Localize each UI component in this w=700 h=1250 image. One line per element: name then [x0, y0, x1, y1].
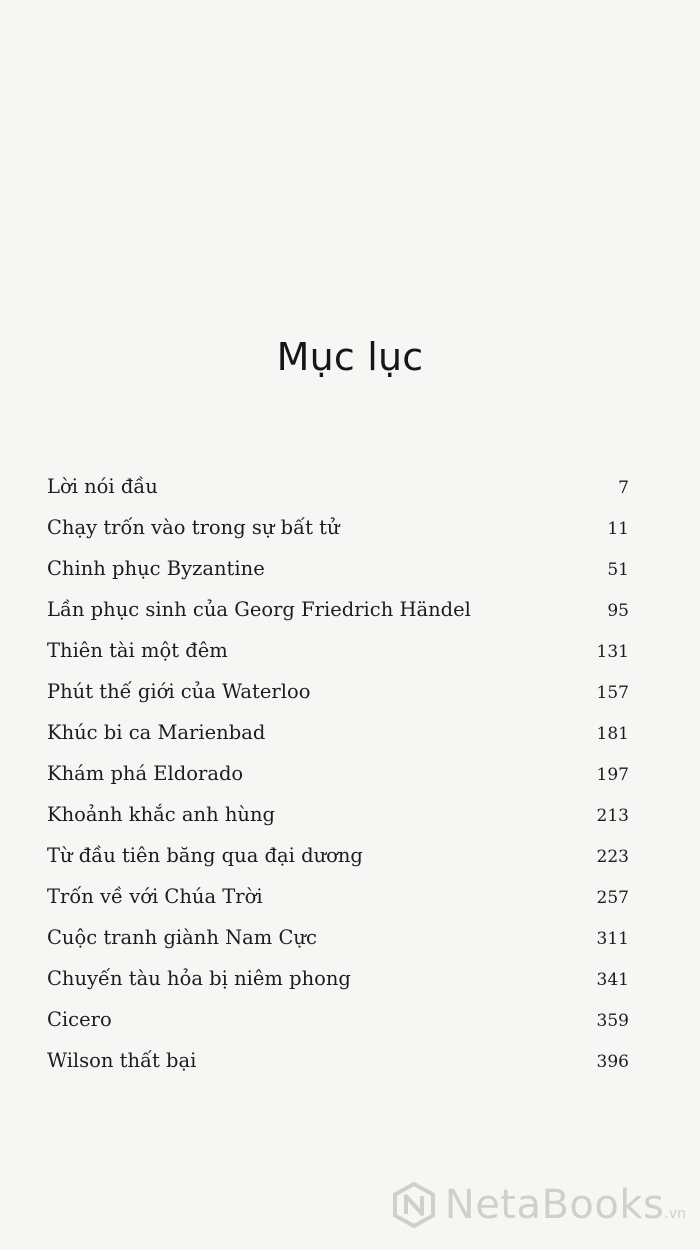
toc-entry-page: 7 — [618, 478, 629, 498]
toc-entry — [47, 923, 629, 964]
toc-entry-title: Thiên tài một đêm — [47, 639, 228, 662]
toc-entry — [47, 636, 629, 677]
toc-entry-title: Khám phá Eldorado — [47, 762, 244, 785]
toc-entry — [47, 841, 629, 882]
toc-entry — [47, 882, 629, 923]
toc-entry-page: 311 — [596, 929, 629, 949]
toc-entry — [47, 677, 629, 718]
toc-entry-page: 197 — [596, 765, 629, 785]
toc-entry-page: 359 — [596, 1011, 629, 1031]
toc-entry-title: Lời nói đầu — [47, 475, 158, 498]
toc-entry-page: 131 — [596, 642, 629, 662]
page-title: Mục lục — [276, 335, 424, 379]
toc-entry — [47, 718, 629, 759]
toc-entry-title: Khoảnh khắc anh hùng — [47, 803, 276, 826]
table-of-contents — [47, 472, 629, 1087]
toc-entry-page: 181 — [596, 724, 629, 744]
toc-entry — [47, 800, 629, 841]
toc-entry-page: 95 — [607, 601, 629, 621]
toc-entry-title: Từ đầu tiên băng qua đại dương — [47, 844, 363, 867]
toc-entry — [47, 759, 629, 800]
toc-entry-page: 396 — [596, 1052, 629, 1072]
toc-entry-title: Trốn về với Chúa Trời — [47, 885, 263, 908]
toc-entry-page: 51 — [607, 560, 629, 580]
toc-entry — [47, 595, 629, 636]
toc-entry — [47, 472, 629, 513]
toc-entry-page: 213 — [596, 806, 629, 826]
toc-entry-title: Chinh phục Byzantine — [47, 557, 265, 580]
toc-entry — [47, 1046, 629, 1087]
toc-entry-title: Chuyến tàu hỏa bị niêm phong — [47, 967, 351, 990]
toc-entry-page: 157 — [596, 683, 629, 703]
toc-entry-title: Lần phục sinh của Georg Friedrich Händel — [47, 598, 471, 621]
toc-entry-title: Phút thế giới của Waterloo — [47, 680, 311, 703]
toc-entry-page: 11 — [607, 519, 629, 539]
toc-entry-title: Cicero — [47, 1008, 112, 1031]
toc-entry — [47, 554, 629, 595]
watermark-text: NetaBooks — [444, 1182, 665, 1228]
toc-entry-title: Khúc bi ca Marienbad — [47, 721, 266, 744]
hexagon-n-logo-icon — [391, 1182, 437, 1228]
toc-entry — [47, 513, 629, 554]
toc-entry-title: Cuộc tranh giành Nam Cực — [47, 926, 317, 949]
toc-entry-title: Chạy trốn vào trong sự bất tử — [47, 516, 340, 539]
watermark-suffix: .vn — [664, 1206, 686, 1222]
toc-entry-page: 257 — [596, 888, 629, 908]
watermark — [391, 1182, 686, 1228]
toc-entry — [47, 1005, 629, 1046]
toc-entry-page: 223 — [596, 847, 629, 867]
toc-entry-page: 341 — [596, 970, 629, 990]
toc-entry-title: Wilson thất bại — [47, 1049, 197, 1072]
toc-entry — [47, 964, 629, 1005]
